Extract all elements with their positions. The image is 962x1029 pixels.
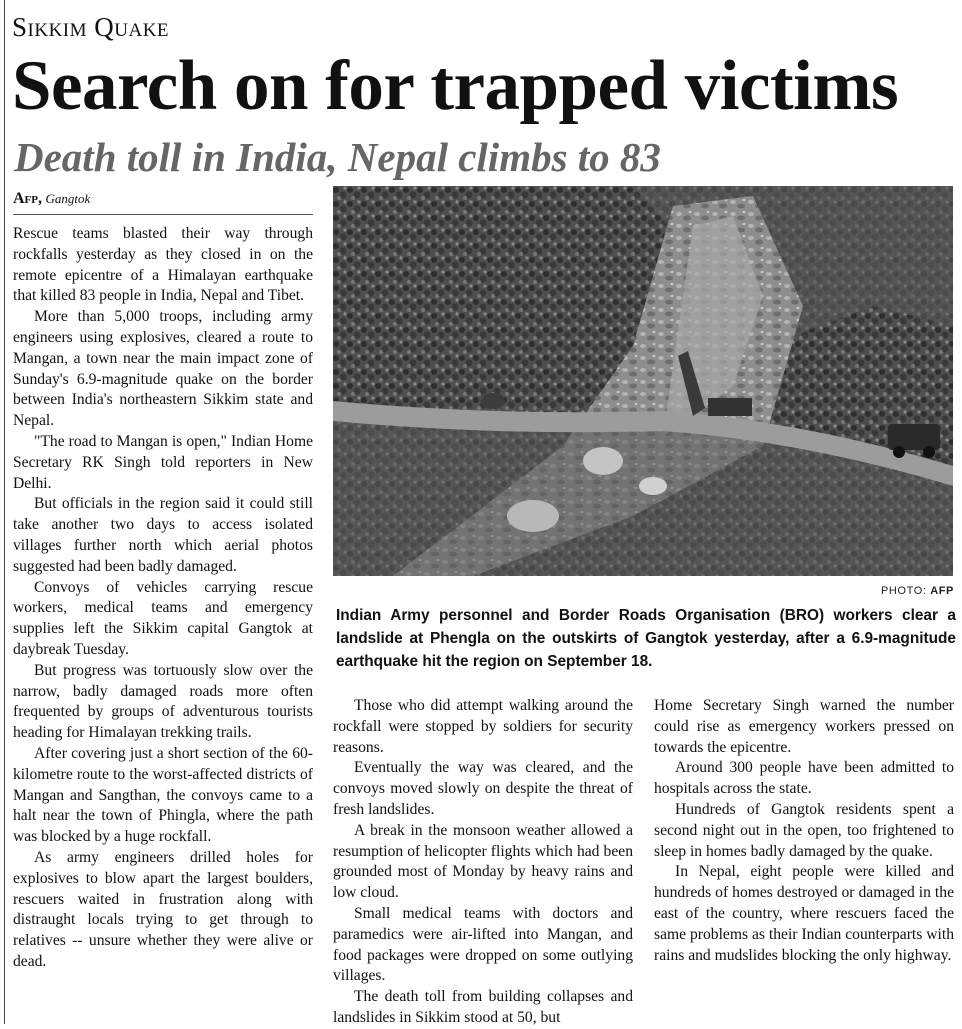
article-column-3 [654,696,954,966]
paragraph: Small medical teams with doctors and paramedics were air-lifted into Mangan, and food packages were dropped on some outlying villages. [333,904,633,985]
paragraph: After covering just a short section of the 60-kilometre route to the worst-affected districts of Mangan and Sangthan, the convoys came to a halt near the town of Phingla, where the path was blocked by a huge rockfall. [13,744,313,846]
paragraph: More than 5,000 troops, including army engineers using explosives, cleared a route to Mangan, a town near the main impact zone of Sunday's 6.9-magnitude quake on the border between India's northeastern Sikkim state and Nepal. [13,308,313,430]
photo-credit [881,585,954,597]
paragraph: The death toll from building collapses and landslides in Sikkim stood at 50, but [333,988,633,1026]
paragraph: Hundreds of Gangtok residents spent a second night out in the open, too frightened to sleep in homes badly damaged by the quake. [654,800,954,860]
photo-credit-label: PHOTO: [880,585,927,597]
byline-divider [13,214,313,215]
photo-caption: Indian Army personnel and Border Roads Organisation (BRO) workers clear a landslide at Phengla on the outskirts of Gangtok yesterday, after a 6.9-magnitude earthquake hit the region on September 18. [336,607,956,670]
byline-location: Gangtok [45,191,91,206]
paragraph: Rescue teams blasted their way through rockfalls yesterday as they closed in on the remote epicentre of a Himalayan earthquake that killed 83 people in India, Nepal and Tibet. [13,225,313,305]
article-column-2 [333,696,633,1029]
byline-agency: Afp, [13,190,42,207]
subheadline: Death toll in India, Nepal climbs to 83 [14,134,661,180]
paragraph: Eventually the way was cleared, and the convoys moved slowly on despite the threat of fresh landslides. [333,759,633,818]
article-column-1 [13,224,313,973]
paragraph: Convoys of vehicles carrying rescue workers, medical teams and emergency supplies left the Sikkim capital Gangtok at daybreak Tuesday. [13,578,313,658]
paragraph: "The road to Mangan is open," Indian Home Secretary RK Singh told reporters in New Delhi. [13,432,313,492]
paragraph: A break in the monsoon weather allowed a resumption of helicopter flights which had been grounded most of Monday by heavy rains and low cloud. [333,821,633,902]
news-photo-landslide [333,186,953,576]
paragraph: But progress was tortuously slow over the narrow, badly damaged roads more often frequented by groups of adventurous tourists heading for Himalayan trekking trails. [13,661,313,742]
page-left-rule [4,0,5,1024]
headline: Search on for trapped victims [12,47,899,125]
photo-credit-source: AFP [930,585,954,597]
landslide-photo-illustration [333,186,953,576]
paragraph: Around 300 people have been admitted to hospitals across the state. [654,759,954,798]
kicker: Sikkim Quake [12,12,170,42]
paragraph: Home Secretary Singh warned the number could rise as emergency workers pressed on towards the epicentre. [654,697,954,756]
paragraph: As army engineers drilled holes for explosives to blow apart the largest boulders, rescuers waited in frustration along with distraught locals trying to get through to relatives -- unsure whether they were alive or dead. [13,848,313,970]
paragraph: Those who did attempt walking around the rockfall were stopped by soldiers for security reasons. [333,697,633,756]
paragraph: But officials in the region said it could still take another two days to access isolated villages further north which aerial photos suggested had been badly damaged. [13,495,313,575]
byline [13,190,90,208]
paragraph: In Nepal, eight people were killed and hundreds of homes destroyed or damaged in the east of the country, where rescuers faced the same problems as their Indian counterparts with rains and mudslides blocking the only highway. [654,863,954,964]
